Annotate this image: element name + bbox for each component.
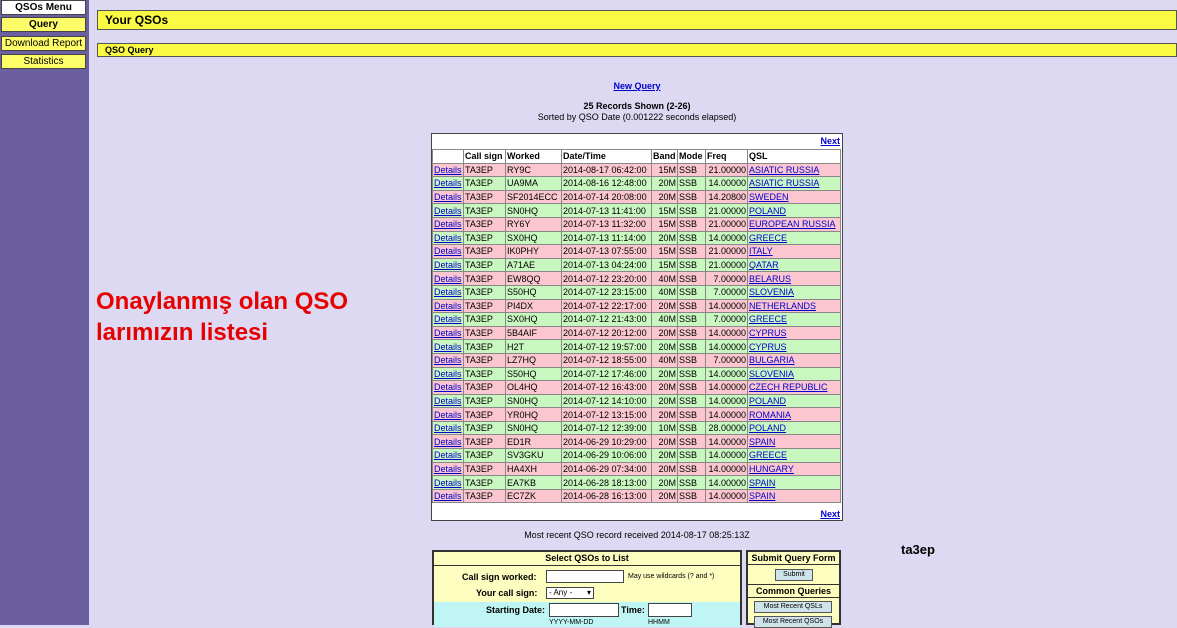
table-cell: SSB xyxy=(678,231,706,245)
table-cell: SSB xyxy=(678,326,706,340)
details-link[interactable]: Details xyxy=(434,463,462,474)
table-cell: 15M xyxy=(652,258,678,272)
table-cell: SSB xyxy=(678,272,706,286)
qso-table-body xyxy=(433,163,841,503)
table-cell: SSB xyxy=(678,299,706,313)
table-row xyxy=(433,421,841,435)
details-link[interactable]: Details xyxy=(434,450,462,461)
details-link[interactable]: Details xyxy=(434,300,462,311)
time-format-hint: HHMM xyxy=(648,619,670,626)
details-link[interactable]: Details xyxy=(434,395,462,406)
qsl-link[interactable]: SLOVENIA xyxy=(748,367,841,381)
menu-item-download-report[interactable]: Download Report xyxy=(1,36,86,51)
next-page-link-bottom[interactable]: Next xyxy=(820,509,840,519)
qsl-link[interactable]: CZECH REPUBLIC xyxy=(748,381,841,395)
table-cell: TA3EP xyxy=(464,217,506,231)
table-cell: 7.00000 xyxy=(706,353,748,367)
table-cell: TA3EP xyxy=(464,231,506,245)
table-cell: SX0HQ xyxy=(506,313,562,327)
table-cell: 2014-06-29 10:29:00 xyxy=(562,435,652,449)
table-row xyxy=(433,245,841,259)
table-cell: 14.00000 xyxy=(706,177,748,191)
table-cell: 2014-07-12 23:15:00 xyxy=(562,285,652,299)
table-row xyxy=(433,272,841,286)
details-link[interactable]: Details xyxy=(434,423,462,434)
table-cell: S50HQ xyxy=(506,367,562,381)
table-cell: TA3EP xyxy=(464,299,506,313)
column-header: Call sign xyxy=(464,150,506,164)
table-cell: SSB xyxy=(678,177,706,191)
table-cell: SSB xyxy=(678,489,706,503)
table-cell: 14.00000 xyxy=(706,381,748,395)
table-cell: SSB xyxy=(678,313,706,327)
table-cell: TA3EP xyxy=(464,462,506,476)
your-callsign-label: Your call sign: xyxy=(476,588,538,598)
table-cell: TA3EP xyxy=(464,190,506,204)
table-cell: SSB xyxy=(678,340,706,354)
details-link[interactable]: Details xyxy=(434,273,462,284)
table-cell: 2014-07-12 21:43:00 xyxy=(562,313,652,327)
table-row xyxy=(433,231,841,245)
table-row xyxy=(433,353,841,367)
table-cell: 20M xyxy=(652,449,678,463)
your-callsign-select[interactable] xyxy=(546,587,594,599)
table-cell: 40M xyxy=(652,313,678,327)
table-cell: SSB xyxy=(678,449,706,463)
column-header: Freq xyxy=(706,150,748,164)
table-cell: 20M xyxy=(652,326,678,340)
qsl-link[interactable]: SLOVENIA xyxy=(748,285,841,299)
table-row xyxy=(433,285,841,299)
table-cell: 14.00000 xyxy=(706,326,748,340)
table-cell: TA3EP xyxy=(464,421,506,435)
records-count: 25 Records Shown (2-26) xyxy=(583,101,691,111)
qsl-link[interactable]: ROMANIA xyxy=(748,408,841,422)
table-cell: 20M xyxy=(652,177,678,191)
table-cell: SSB xyxy=(678,408,706,422)
qsl-link[interactable]: SPAIN xyxy=(748,476,841,490)
annotation-line: Onaylanmış olan QSO xyxy=(96,288,349,315)
column-header: Worked xyxy=(506,150,562,164)
table-row xyxy=(433,381,841,395)
table-row xyxy=(433,489,841,503)
table-cell: 2014-07-12 16:43:00 xyxy=(562,381,652,395)
table-cell: TA3EP xyxy=(464,245,506,259)
table-cell: 21.00000 xyxy=(706,245,748,259)
your-callsign-value: - Any - xyxy=(549,588,573,597)
table-cell: PI4DX xyxy=(506,299,562,313)
table-cell: 2014-07-12 20:12:00 xyxy=(562,326,652,340)
table-cell: 10M xyxy=(652,421,678,435)
table-row xyxy=(433,163,841,177)
column-header: Mode xyxy=(678,150,706,164)
qso-table xyxy=(432,149,841,503)
new-query-link[interactable]: New Query xyxy=(613,81,661,91)
table-cell: SSB xyxy=(678,462,706,476)
qsl-link[interactable]: ASIATIC RUSSIA xyxy=(748,163,841,177)
table-cell: SSB xyxy=(678,353,706,367)
qsl-link[interactable]: POLAND xyxy=(748,421,841,435)
table-cell: TA3EP xyxy=(464,340,506,354)
table-cell: SF2014ECC xyxy=(506,190,562,204)
details-link[interactable]: Details xyxy=(434,355,462,366)
table-cell: 20M xyxy=(652,489,678,503)
table-cell: TA3EP xyxy=(464,272,506,286)
table-cell: 20M xyxy=(652,299,678,313)
menu-item-statistics[interactable]: Statistics xyxy=(1,54,86,69)
table-cell: SSB xyxy=(678,285,706,299)
table-cell: UA9MA xyxy=(506,177,562,191)
table-cell: 2014-07-12 13:15:00 xyxy=(562,408,652,422)
table-cell: S50HQ xyxy=(506,285,562,299)
table-cell: 2014-08-17 06:42:00 xyxy=(562,163,652,177)
starting-date-label: Starting Date: xyxy=(486,605,546,615)
column-header xyxy=(433,150,464,164)
table-cell: 2014-07-12 19:57:00 xyxy=(562,340,652,354)
table-cell: TA3EP xyxy=(464,449,506,463)
table-cell: TA3EP xyxy=(464,476,506,490)
table-cell: TA3EP xyxy=(464,204,506,218)
table-row xyxy=(433,217,841,231)
table-cell: 15M xyxy=(652,163,678,177)
table-cell: 14.20800 xyxy=(706,190,748,204)
table-cell: SSB xyxy=(678,163,706,177)
table-cell: 2014-06-29 10:06:00 xyxy=(562,449,652,463)
annotation-text xyxy=(96,286,348,348)
table-cell: 14.00000 xyxy=(706,367,748,381)
table-cell: 7.00000 xyxy=(706,313,748,327)
details-link[interactable]: Details xyxy=(434,314,462,325)
table-cell: OL4HQ xyxy=(506,381,562,395)
table-cell: 21.00000 xyxy=(706,204,748,218)
next-page-link-top[interactable]: Next xyxy=(820,136,840,146)
table-cell: SSB xyxy=(678,204,706,218)
qso-table-container xyxy=(431,133,843,521)
column-header: Date/Time xyxy=(562,150,652,164)
table-cell: 2014-07-13 07:55:00 xyxy=(562,245,652,259)
callsign-worked-input[interactable] xyxy=(546,570,624,583)
qsl-link[interactable]: BELARUS xyxy=(748,272,841,286)
qsl-link[interactable]: GREECE xyxy=(748,313,841,327)
table-cell: 14.00000 xyxy=(706,231,748,245)
table-cell: SSB xyxy=(678,421,706,435)
callsign-worked-label: Call sign worked: xyxy=(462,572,537,582)
table-cell: TA3EP xyxy=(464,367,506,381)
table-cell: TA3EP xyxy=(464,353,506,367)
table-row xyxy=(433,367,841,381)
table-cell: SSB xyxy=(678,258,706,272)
table-cell: 20M xyxy=(652,367,678,381)
table-row xyxy=(433,476,841,490)
qsl-link[interactable]: POLAND xyxy=(748,204,841,218)
details-link[interactable]: Details xyxy=(434,287,462,298)
table-row xyxy=(433,326,841,340)
table-row xyxy=(433,258,841,272)
table-cell: 2014-07-12 18:55:00 xyxy=(562,353,652,367)
table-row xyxy=(433,449,841,463)
most-recent-info: Most recent QSO record received 2014-08-17 08:25:13Z xyxy=(524,530,750,540)
table-cell: 14.00000 xyxy=(706,435,748,449)
qsl-link[interactable]: ITALY xyxy=(748,245,841,259)
table-cell: SSB xyxy=(678,190,706,204)
page-title: Your QSOs xyxy=(97,10,1177,30)
details-link[interactable]: Details xyxy=(434,382,462,393)
details-link[interactable]: Details xyxy=(434,178,462,189)
table-cell: 2014-07-12 23:20:00 xyxy=(562,272,652,286)
table-cell: 20M xyxy=(652,231,678,245)
table-cell: 2014-07-13 11:41:00 xyxy=(562,204,652,218)
qsl-link[interactable]: GREECE xyxy=(748,231,841,245)
table-cell: 5B4AIF xyxy=(506,326,562,340)
table-row xyxy=(433,204,841,218)
section-title: QSO Query xyxy=(97,43,1177,57)
qsl-link[interactable]: HUNGARY xyxy=(748,462,841,476)
details-link[interactable]: Details xyxy=(434,491,462,502)
table-row xyxy=(433,177,841,191)
details-link[interactable]: Details xyxy=(434,409,462,420)
table-cell: 2014-06-28 18:13:00 xyxy=(562,476,652,490)
table-cell: SSB xyxy=(678,245,706,259)
table-cell: 40M xyxy=(652,353,678,367)
table-cell: TA3EP xyxy=(464,394,506,408)
table-cell: TA3EP xyxy=(464,163,506,177)
table-cell: 40M xyxy=(652,272,678,286)
recent-qsos-button[interactable]: Most Recent QSOs xyxy=(754,616,832,628)
details-link[interactable]: Details xyxy=(434,192,462,203)
table-cell: 21.00000 xyxy=(706,217,748,231)
details-link[interactable]: Details xyxy=(434,368,462,379)
qsl-link[interactable]: SPAIN xyxy=(748,435,841,449)
sidebar xyxy=(0,0,89,625)
table-cell: 2014-06-28 16:13:00 xyxy=(562,489,652,503)
table-row xyxy=(433,313,841,327)
annotation-line: larımızın listesi xyxy=(96,319,269,346)
date-format-hint: YYYY-MM-DD xyxy=(549,619,594,626)
table-cell: H2T xyxy=(506,340,562,354)
table-cell: SN0HQ xyxy=(506,394,562,408)
table-row xyxy=(433,435,841,449)
date-row xyxy=(434,602,740,627)
qsl-link[interactable]: EUROPEAN RUSSIA xyxy=(748,217,841,231)
table-cell: 20M xyxy=(652,408,678,422)
table-row xyxy=(433,190,841,204)
details-link[interactable]: Details xyxy=(434,260,462,271)
table-cell: SX0HQ xyxy=(506,231,562,245)
table-cell: SSB xyxy=(678,367,706,381)
qsl-link[interactable]: NETHERLANDS xyxy=(748,299,841,313)
table-cell: 20M xyxy=(652,394,678,408)
table-cell: 2014-07-12 22:17:00 xyxy=(562,299,652,313)
table-cell: 2014-07-12 17:46:00 xyxy=(562,367,652,381)
table-cell: 15M xyxy=(652,204,678,218)
table-cell: 20M xyxy=(652,190,678,204)
table-cell: 15M xyxy=(652,245,678,259)
table-cell: 20M xyxy=(652,381,678,395)
qsl-link[interactable]: QATAR xyxy=(748,258,841,272)
table-cell: TA3EP xyxy=(464,313,506,327)
table-cell: YR0HQ xyxy=(506,408,562,422)
table-cell: 21.00000 xyxy=(706,258,748,272)
details-link[interactable]: Details xyxy=(434,164,462,175)
table-cell: 14.00000 xyxy=(706,408,748,422)
details-link[interactable]: Details xyxy=(434,219,462,230)
table-cell: TA3EP xyxy=(464,435,506,449)
chevron-down-icon: ▾ xyxy=(586,588,591,597)
table-header-row xyxy=(433,150,841,164)
table-cell: TA3EP xyxy=(464,381,506,395)
table-cell: EC7ZK xyxy=(506,489,562,503)
table-row xyxy=(433,394,841,408)
details-link[interactable]: Details xyxy=(434,328,462,339)
table-cell: 7.00000 xyxy=(706,272,748,286)
qsl-link[interactable]: BULGARIA xyxy=(748,353,841,367)
table-cell: 2014-07-12 12:39:00 xyxy=(562,421,652,435)
time-label: Time: xyxy=(621,605,645,615)
table-cell: 20M xyxy=(652,476,678,490)
table-cell: TA3EP xyxy=(464,285,506,299)
table-cell: TA3EP xyxy=(464,326,506,340)
recent-qsls-button[interactable]: Most Recent QSLs xyxy=(754,601,832,613)
qsl-link[interactable]: ASIATIC RUSSIA xyxy=(748,177,841,191)
column-header: Band xyxy=(653,151,676,162)
column-header: QSL xyxy=(748,150,841,164)
table-cell: 20M xyxy=(652,435,678,449)
table-cell: SV3GKU xyxy=(506,449,562,463)
table-cell: TA3EP xyxy=(464,408,506,422)
query-form xyxy=(432,550,742,625)
table-row xyxy=(433,462,841,476)
table-cell: SSB xyxy=(678,381,706,395)
table-cell: SSB xyxy=(678,435,706,449)
submit-button[interactable]: Submit xyxy=(775,569,813,581)
table-cell: 20M xyxy=(652,340,678,354)
qsl-link[interactable]: POLAND xyxy=(748,394,841,408)
table-cell: SSB xyxy=(678,476,706,490)
table-cell: SN0HQ xyxy=(506,421,562,435)
table-cell: 21.00000 xyxy=(706,163,748,177)
common-queries-title: Common Queries xyxy=(748,584,839,598)
details-link[interactable]: Details xyxy=(434,232,462,243)
table-cell: EA7KB xyxy=(506,476,562,490)
table-cell: TA3EP xyxy=(464,177,506,191)
table-cell: HA4XH xyxy=(506,462,562,476)
table-cell: 14.00000 xyxy=(706,394,748,408)
menu-item-query[interactable]: Query xyxy=(1,17,86,32)
table-cell: 14.00000 xyxy=(706,299,748,313)
qsl-link[interactable]: SWEDEN xyxy=(748,190,841,204)
table-cell: 15M xyxy=(652,217,678,231)
sort-info: Sorted by QSO Date (0.001222 seconds elapsed) xyxy=(537,112,737,122)
details-link[interactable]: Details xyxy=(434,436,462,447)
table-cell: 14.00000 xyxy=(706,489,748,503)
menu-title: QSOs Menu xyxy=(1,0,86,15)
table-cell: TA3EP xyxy=(464,258,506,272)
table-cell: RY9C xyxy=(506,163,562,177)
table-cell: 2014-08-16 12:48:00 xyxy=(562,177,652,191)
table-row xyxy=(433,408,841,422)
table-cell: TA3EP xyxy=(464,489,506,503)
table-cell: 14.00000 xyxy=(706,340,748,354)
table-cell: 7.00000 xyxy=(706,285,748,299)
submit-panel-title: Submit Query Form xyxy=(748,552,839,565)
details-link[interactable]: Details xyxy=(434,341,462,352)
qsl-link[interactable]: GREECE xyxy=(748,449,841,463)
table-cell: RY6Y xyxy=(506,217,562,231)
table-cell: SSB xyxy=(678,394,706,408)
table-cell: 14.00000 xyxy=(706,476,748,490)
wildcard-hint: May use wildcards (? and *) xyxy=(628,573,715,580)
details-link[interactable]: Details xyxy=(434,246,462,257)
qsl-link[interactable]: CYPRUS xyxy=(748,326,841,340)
table-row xyxy=(433,299,841,313)
form-title: Select QSOs to List xyxy=(434,552,740,566)
table-cell: EW8QQ xyxy=(506,272,562,286)
table-cell: SN0HQ xyxy=(506,204,562,218)
table-cell: 2014-07-14 20:08:00 xyxy=(562,190,652,204)
table-cell: 40M xyxy=(652,285,678,299)
signature-text: ta3ep xyxy=(901,542,935,557)
table-row xyxy=(433,340,841,354)
table-cell: 2014-07-13 04:24:00 xyxy=(562,258,652,272)
table-cell: 14.00000 xyxy=(706,462,748,476)
table-cell: A71AE xyxy=(506,258,562,272)
table-cell: 2014-07-13 11:32:00 xyxy=(562,217,652,231)
submit-panel xyxy=(746,550,841,625)
details-link[interactable]: Details xyxy=(434,205,462,216)
table-cell: 28.00000 xyxy=(706,421,748,435)
table-cell: LZ7HQ xyxy=(506,353,562,367)
table-cell: 2014-06-29 07:34:00 xyxy=(562,462,652,476)
table-cell: IK0PHY xyxy=(506,245,562,259)
table-cell: 2014-07-13 11:14:00 xyxy=(562,231,652,245)
time-input[interactable] xyxy=(648,603,692,617)
table-cell: 20M xyxy=(652,462,678,476)
starting-date-input[interactable] xyxy=(549,603,619,617)
qsl-link[interactable]: CYPRUS xyxy=(748,340,841,354)
table-cell: ED1R xyxy=(506,435,562,449)
details-link[interactable]: Details xyxy=(434,477,462,488)
table-cell: 14.00000 xyxy=(706,449,748,463)
table-cell: 2014-07-12 14:10:00 xyxy=(562,394,652,408)
table-cell: SSB xyxy=(678,217,706,231)
qsl-link[interactable]: SPAIN xyxy=(748,489,841,503)
